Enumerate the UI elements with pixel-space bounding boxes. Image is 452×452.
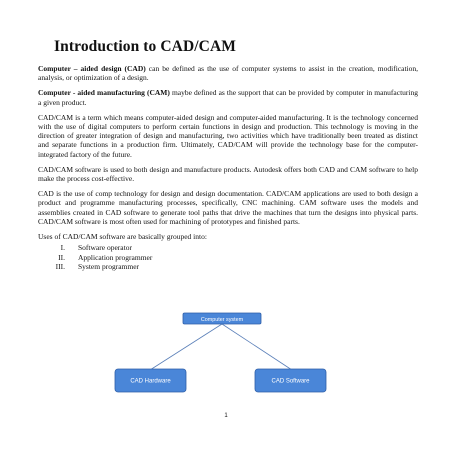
- page-title: Introduction to CAD/CAM: [54, 38, 236, 55]
- list-item: I. Software operator: [60, 243, 132, 253]
- cam-definition-text: maybe defined as the support that can be provided by computer in manufacturing a given product.: [38, 88, 418, 107]
- list-item: III. System programmer: [55, 261, 140, 271]
- computer-system-label: Computer system: [200, 316, 244, 323]
- connector-right: [222, 324, 292, 370]
- paragraph-uses-intro: Uses of CAD/CAM software are basically grouped into:: [38, 232, 207, 242]
- list-item: II. Application programmer: [58, 252, 153, 262]
- cam-term: Computer - aided manufacturing (CAM): [38, 88, 170, 98]
- paragraph-cadcam-overview: CAD/CAM is a term which means computer-aided design and computer-aided manufacturing. It is the technology concerned with the use of digital computers to perform certain functions in design and production. This technology is moving in the direction of greater integration of design and manufacturing, two activities which have traditionally been treated as distinct and separate functions in a production firm. Ultimately, CAD/CAM will provide the technology base for the computer-integrated factory of the future.: [38, 112, 418, 159]
- cad-definition-text: can be defined as the use of computer systems to assist in the creation, modification, analysis, or optimization of a design.: [38, 64, 419, 83]
- connector-left: [150, 324, 222, 370]
- cad-software-label: CAD Software: [271, 378, 310, 385]
- page-number: 1: [224, 413, 228, 419]
- paragraph-cad-usage: CAD is the use of comp technology for design and design documentation. CAD/CAM applications are used to both design a product and programme manufacturing processes, specifically, CNC machining. CAM software uses the models and assemblies created in CAD software to generate tool paths that drive the machines that turn the designs into physical parts. CAD/CAM software is most often used for machining of prototypes and finished parts.: [38, 189, 418, 226]
- cad-hardware-label: CAD Hardware: [130, 378, 171, 385]
- paragraph-cadcam-software: CAD/CAM software is used to both design and manufacture products. Autodesk offers both CAD and CAM software to help make the process cost-effective.: [38, 164, 418, 184]
- cad-term: Computer – aided design (CAD): [38, 64, 146, 73]
